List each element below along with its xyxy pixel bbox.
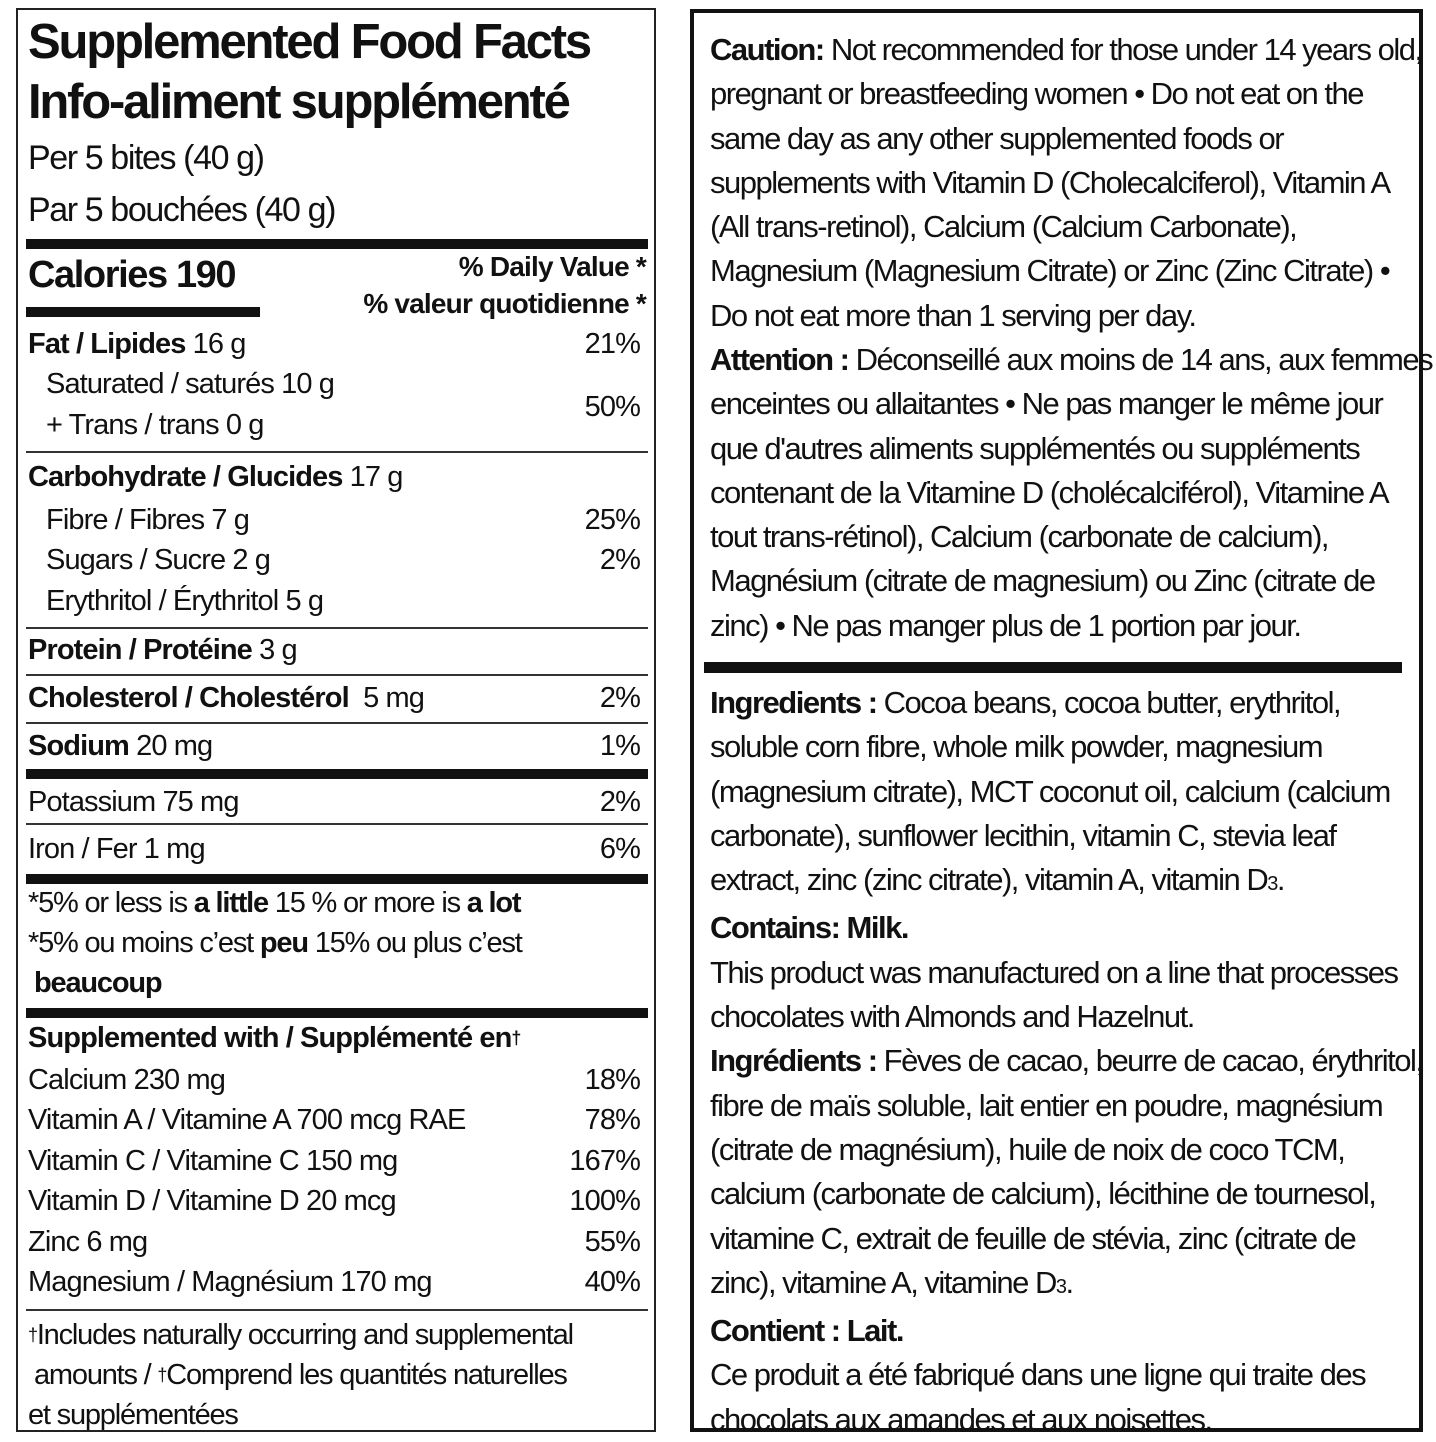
attention-line: Magnésium (citrate de magnesium) ou Zinc (citrate de: [710, 563, 1375, 599]
caution-line: pregnant or breastfeeding women • Do not eat on the: [710, 76, 1363, 112]
caution-paragraph: [710, 28, 1422, 338]
ingredients-text-end: extract, zinc (zinc citrate), vitamin A, vitamin D: [710, 862, 1268, 898]
caution-label: Caution:: [710, 32, 824, 67]
supplement-row: [28, 1100, 640, 1140]
ingredients-period: .: [1276, 862, 1284, 898]
sodium-row: [28, 726, 640, 766]
caution-line: (All trans-retinol), Calcium (Calcium Carbonate),: [710, 209, 1297, 245]
fat-amount: 16 g: [192, 328, 246, 360]
attention-text: Déconseillé aux moins de 14 ans, aux femmes: [848, 342, 1433, 377]
trans-row: [28, 405, 640, 445]
supplement-label: Vitamin D / Vitamine D 20 mcg: [28, 1185, 396, 1218]
erythritol-row: [28, 581, 640, 621]
dv-footnote-en: [28, 883, 520, 923]
dv-footnote-beaucoup: beaucoup: [34, 967, 162, 999]
dagger-mark: †: [157, 1365, 167, 1385]
fat-row: [28, 324, 640, 364]
includes-note-line2: [34, 1355, 567, 1395]
ingredients-text: Cocoa beans, cocoa butter, erythritol,: [876, 685, 1341, 720]
sugars-row: [28, 540, 640, 580]
supplement-row: [28, 1222, 640, 1262]
cholesterol-label: Cholesterol / Cholestérol: [28, 682, 349, 714]
calories-value: 190: [175, 254, 236, 296]
divider: [26, 674, 648, 676]
includes-note-line2-pre: amounts /: [34, 1359, 158, 1391]
includes-note-line1-text: Includes naturally occurring and supplemental: [36, 1319, 573, 1351]
cholesterol-row: [28, 678, 640, 718]
fat-label: Fat / Lipides: [28, 328, 186, 360]
ingredients-line-1: [710, 681, 1410, 725]
erythritol-label: Erythritol / Érythritol 5 g: [46, 585, 324, 617]
supplemented-header-text: Supplemented with / Supplémenté en: [28, 1022, 512, 1054]
divider-thick: [26, 1008, 648, 1018]
caution-line: Do not eat more than 1 serving per day.: [710, 297, 1196, 333]
vitamine-d3-subscript: 3: [1055, 1275, 1066, 1298]
saturated-row: [28, 364, 640, 404]
supplement-pct: 78%: [584, 1104, 640, 1137]
dv-footnote-little: a little: [193, 887, 268, 919]
carbohydrate-label: Carbohydrate / Glucides: [28, 461, 343, 493]
attention-line: que d'autres aliments supplémentés ou suppléments: [710, 430, 1360, 466]
protein-label: Protein / Protéine: [28, 634, 252, 666]
divider: [26, 823, 648, 825]
facts-title-fr: Info-aliment supplémenté: [28, 75, 569, 129]
supplemented-food-facts-table: [16, 8, 656, 1432]
iron-pct: 6%: [599, 833, 640, 865]
dv-footnote-lot: a lot: [466, 887, 521, 919]
ingredients-fr-label: Ingrédients :: [710, 1043, 877, 1079]
sodium-pct: 1%: [599, 730, 640, 762]
supplement-row: [28, 1141, 640, 1181]
sugars-pct: 2%: [599, 544, 640, 576]
cholesterol-pct: 2%: [599, 682, 640, 714]
dagger-mark: †: [28, 1325, 37, 1345]
facility-line: This product was manufactured on a line that processes: [710, 954, 1398, 990]
ingredients-fr-line: (citrate de magnésium), huile de noix de coco TCM,: [710, 1131, 1345, 1167]
ingredients-line: soluble corn fibre, whole milk powder, magnesium: [710, 729, 1323, 765]
divider: [26, 1309, 648, 1311]
fat-pct: 21%: [584, 328, 640, 360]
ingredients-line: carbonate), sunflower lecithin, vitamin C, stevia leaf: [710, 817, 1336, 853]
ingredients-fr-line: calcium (carbonate de calcium), lécithine de tournesol,: [710, 1176, 1376, 1212]
supplement-row: [28, 1181, 640, 1221]
ingredients-fr-line: fibre de maïs soluble, lait entier en poudre, magnésium: [710, 1087, 1383, 1123]
facility-fr-line: chocolats aux amandes et aux noisettes.: [710, 1401, 1212, 1437]
fibre-row: [28, 500, 640, 540]
iron-row: [28, 829, 640, 869]
attention-paragraph: [710, 338, 1433, 648]
daily-value-heading-en: % Daily Value *: [458, 251, 646, 282]
attention-line: enceintes ou allaitantes • Ne pas manger le même jour: [710, 386, 1383, 422]
sodium-amount: 20 mg: [136, 730, 213, 762]
attention-label: Attention :: [710, 342, 849, 377]
divider: [26, 722, 648, 724]
supplement-label: Vitamin A / Vitamine A 700 mcg RAE: [28, 1104, 466, 1137]
dv-footnote-fr: [28, 923, 522, 963]
supplement-pct: 167%: [569, 1144, 640, 1177]
sugars-label: Sugars / Sucre 2 g: [46, 544, 270, 576]
iron-label: Iron / Fer 1 mg: [28, 833, 205, 865]
facts-title-en: Supplemented Food Facts: [28, 15, 590, 69]
ingredients-fr-period: .: [1065, 1264, 1073, 1300]
ingredients-fr-line: vitamine C, extrait de feuille de stévia, zinc (citrate de: [710, 1220, 1356, 1256]
ingredients-fr-line-1: [710, 1039, 1423, 1083]
supplement-pct: 55%: [584, 1225, 640, 1258]
supplement-row: [28, 1262, 640, 1302]
caution-line: supplements with Vitamin D (Cholecalciferol), Vitamin A: [710, 164, 1390, 200]
attention-line: contenant de la Vitamine D (cholécalciférol), Vitamine A: [710, 474, 1389, 510]
attention-line: tout trans-rétinol), Calcium (carbonate de calcium),: [710, 519, 1329, 555]
saturated-label: Saturated / saturés 10 g: [46, 368, 334, 400]
potassium-pct: 2%: [599, 786, 640, 818]
ingredients-fr-text: Fèves de cacao, beurre de cacao, érythritol,: [876, 1043, 1423, 1079]
supplement-pct: 40%: [584, 1266, 640, 1298]
cholesterol-amount: 5 mg: [363, 682, 424, 714]
ingredients-fr-text-end: zinc), vitamine A, vitamine D: [710, 1264, 1056, 1300]
dagger-mark: †: [511, 1028, 521, 1048]
includes-note-line1: [28, 1315, 573, 1355]
ingredients-line: (magnesium citrate), MCT coconut oil, calcium (calcium: [710, 773, 1390, 809]
carbohydrate-row: [28, 457, 640, 497]
dv-footnote-en-text: *5% or less is: [28, 887, 194, 919]
contains-milk: Contains: Milk.: [710, 910, 908, 946]
daily-value-heading-fr: % valeur quotidienne *: [363, 288, 646, 319]
ingredients-line-last: [710, 858, 1410, 906]
fibre-pct: 25%: [584, 504, 640, 536]
serving-size-en: Per 5 bites (40 g): [28, 139, 264, 177]
caution-line: Magnesium (Magnesium Citrate) or Zinc (Zinc Citrate) •: [710, 253, 1390, 289]
supplement-row: [28, 1060, 640, 1100]
dv-footnote-fr-mid: 15% ou plus c’est: [307, 927, 522, 959]
supplement-label: Vitamin C / Vitamine C 150 mg: [28, 1144, 398, 1177]
potassium-label: Potassium 75 mg: [28, 786, 239, 818]
calories-underline: [26, 307, 260, 317]
protein-amount: 3 g: [259, 634, 297, 666]
supplement-label: Magnesium / Magnésium 170 mg: [28, 1266, 432, 1298]
sodium-label: Sodium: [28, 730, 129, 762]
supplemented-header: [28, 1018, 640, 1058]
caution-text: Not recommended for those under 14 years old,: [823, 32, 1422, 67]
contient-lait: Contient : Lait.: [710, 1313, 903, 1349]
caution-line-1: [710, 28, 1422, 72]
caution-ingredients-panel: [690, 9, 1433, 1437]
calories-label: Calories: [28, 254, 167, 296]
attention-line: zinc) • Ne pas manger plus de 1 portion par jour.: [710, 607, 1301, 643]
protein-row: [28, 630, 640, 670]
divider: [26, 627, 648, 629]
supplement-label: Calcium 230 mg: [28, 1064, 225, 1096]
dv-footnote-fr-text: *5% ou moins c’est: [28, 927, 260, 959]
supplement-pct: 18%: [584, 1064, 640, 1096]
facility-fr-line: Ce produit a été fabriqué dans une ligne qui traite des: [710, 1357, 1366, 1393]
potassium-row: [28, 782, 640, 822]
facility-line: chocolates with Almonds and Hazelnut.: [710, 999, 1194, 1035]
divider: [26, 451, 648, 453]
supplement-label: Zinc 6 mg: [28, 1225, 148, 1258]
supplement-pct: 100%: [569, 1185, 640, 1218]
saturated-trans-pct: 50%: [584, 391, 640, 423]
attention-line-1: [710, 338, 1433, 382]
ingredients-label: Ingredients :: [710, 685, 877, 720]
divider-thick: [26, 769, 648, 779]
trans-label: + Trans / trans 0 g: [46, 409, 264, 441]
ingredients-paragraph: [710, 681, 1423, 1442]
caution-line: same day as any other supplemented foods or: [710, 120, 1284, 156]
vitamin-d3-subscript: 3: [1267, 873, 1277, 896]
fibre-label: Fibre / Fibres 7 g: [46, 504, 249, 536]
dv-footnote-en-mid: 15 % or more is: [267, 887, 467, 919]
includes-note-line3: et supplémentées: [28, 1399, 238, 1431]
ingredients-fr-line-last: [710, 1261, 1410, 1309]
panel-divider: [704, 662, 1402, 673]
carbohydrate-amount: 17 g: [349, 461, 403, 493]
dv-footnote-peu: peu: [259, 927, 308, 959]
serving-size-fr: Par 5 bouchées (40 g): [28, 191, 336, 229]
includes-note-line2-post: Comprend les quantités naturelles: [166, 1359, 567, 1391]
